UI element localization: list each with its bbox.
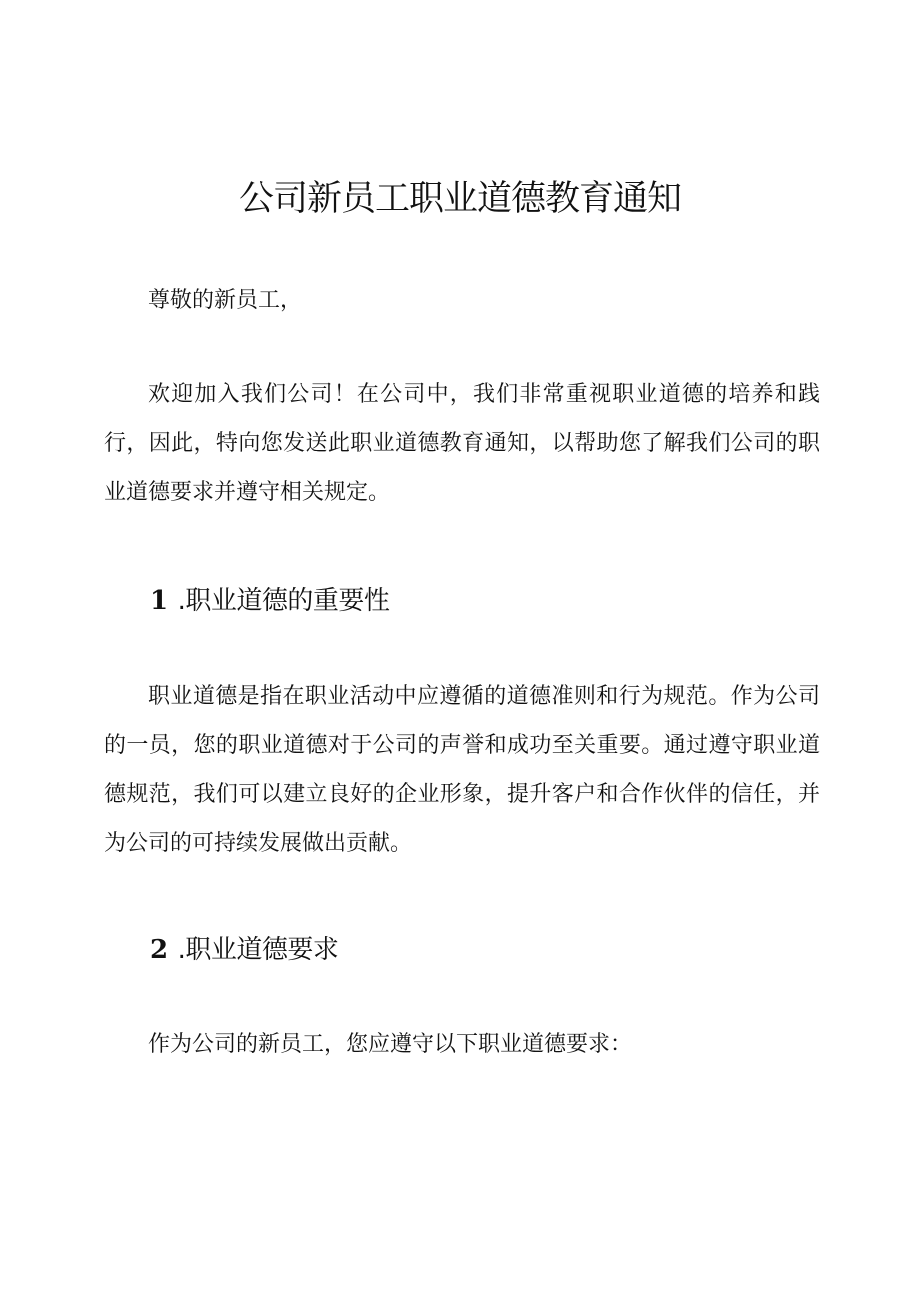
section-number: 1 <box>150 586 168 616</box>
section-heading <box>150 583 389 619</box>
intro-paragraph: 欢迎加入我们公司！在公司中，我们非常重视职业道德的培养和践行，因此，特向您发送此职业道德教育通知，以帮助您了解我们公司的职业道德要求并遵守相关规定。 <box>104 382 820 505</box>
section-heading-text: .职业道德的重要性 <box>177 586 390 616</box>
section-heading-text: .职业道德要求 <box>177 935 339 965</box>
section-paragraph: 职业道德是指在职业活动中应遵循的道德准则和行为规范。作为公司的一员，您的职业道德对于公司的声誉和成功至关重要。通过遵守职业道德规范，我们可以建立良好的企业形象，提升客户和合作伙伴的信任，并为公司的可持续发展做出贡献。 <box>104 684 820 856</box>
greeting-text: 尊敬的新员工， <box>148 288 303 313</box>
section-paragraph: 作为公司的新员工，您应遵守以下职业道德要求： <box>148 1032 633 1057</box>
document-title: 公司新员工职业道德教育通知 <box>238 179 681 219</box>
section-number: 2 <box>150 935 168 965</box>
section-heading <box>150 932 338 968</box>
